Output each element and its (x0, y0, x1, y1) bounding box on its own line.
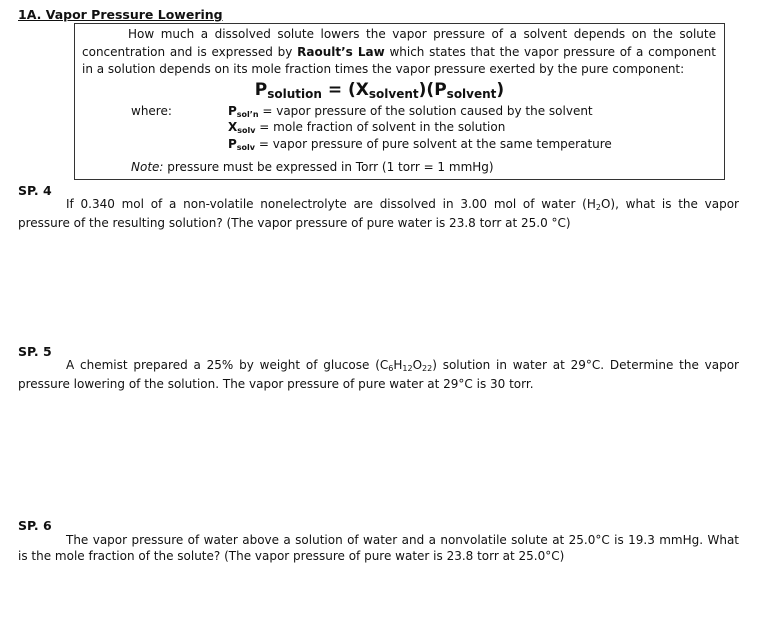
problem-text-sp5: A chemist prepared a 25% by weight of glucose $(C_6H_{12}O_{22})$ solution in water at 29°C. Determine the vapor pressure lowering of the solution. The vapor pressure of pure water at 29°C is 30 torr. (18, 358, 739, 391)
raoults-law-term: Raoult’s Law (297, 44, 385, 59)
intro-paragraph (82, 26, 716, 79)
definition-xsolv: $X_{solv}$ = mole fraction of solvent in the solution (228, 120, 506, 135)
problem-text-sp6: The vapor pressure of water above a solution of water and a nonvolatile solute at 25.0°C is 19.3 mmHg. What is the mole fraction of the solute? (The vapor pressure of pure water is 23.8 torr at 25.0°C) (18, 533, 739, 563)
problem-label-sp4: SP. 4 (18, 183, 52, 198)
definition-psoln: $P_{sol’n}$ = vapor pressure of the solution caused by the solvent (228, 104, 593, 119)
intro-text-cont: which states that the vapor pressure of a component in a solution depends on its mole fraction times the vapor pressure exerted by the pure component: (82, 44, 716, 76)
problem-label-sp6: SP. 6 (18, 518, 52, 533)
where-label: where: (131, 104, 172, 118)
definition-psolv: $P_{solv}$ = vapor pressure of pure solvent at the same temperature (228, 137, 612, 152)
section-title: 1A. Vapor Pressure Lowering (18, 7, 223, 22)
problem-text-sp4: If 0.340 mol of a non-volatile nonelectrolyte are dissolved in 3.00 mol of water $(H_2O)$, what is the vapor pressure of the resulting solution? (The vapor pressure of pure water is 23.8 torr at 25.0 °C) (18, 197, 739, 230)
problem-label-sp5: SP. 5 (18, 344, 52, 359)
units-note: Note: pressure must be expressed in Torr (1 torr = 1 mmHg) (131, 160, 494, 174)
raoults-law-formula: $P_{solution} = (X_{solvent})(P_{solvent})$ (254, 80, 505, 101)
intro-text: How much a dissolved solute lowers the vapor pressure of a solvent depends on the solute concentration and is expressed by (82, 27, 716, 59)
